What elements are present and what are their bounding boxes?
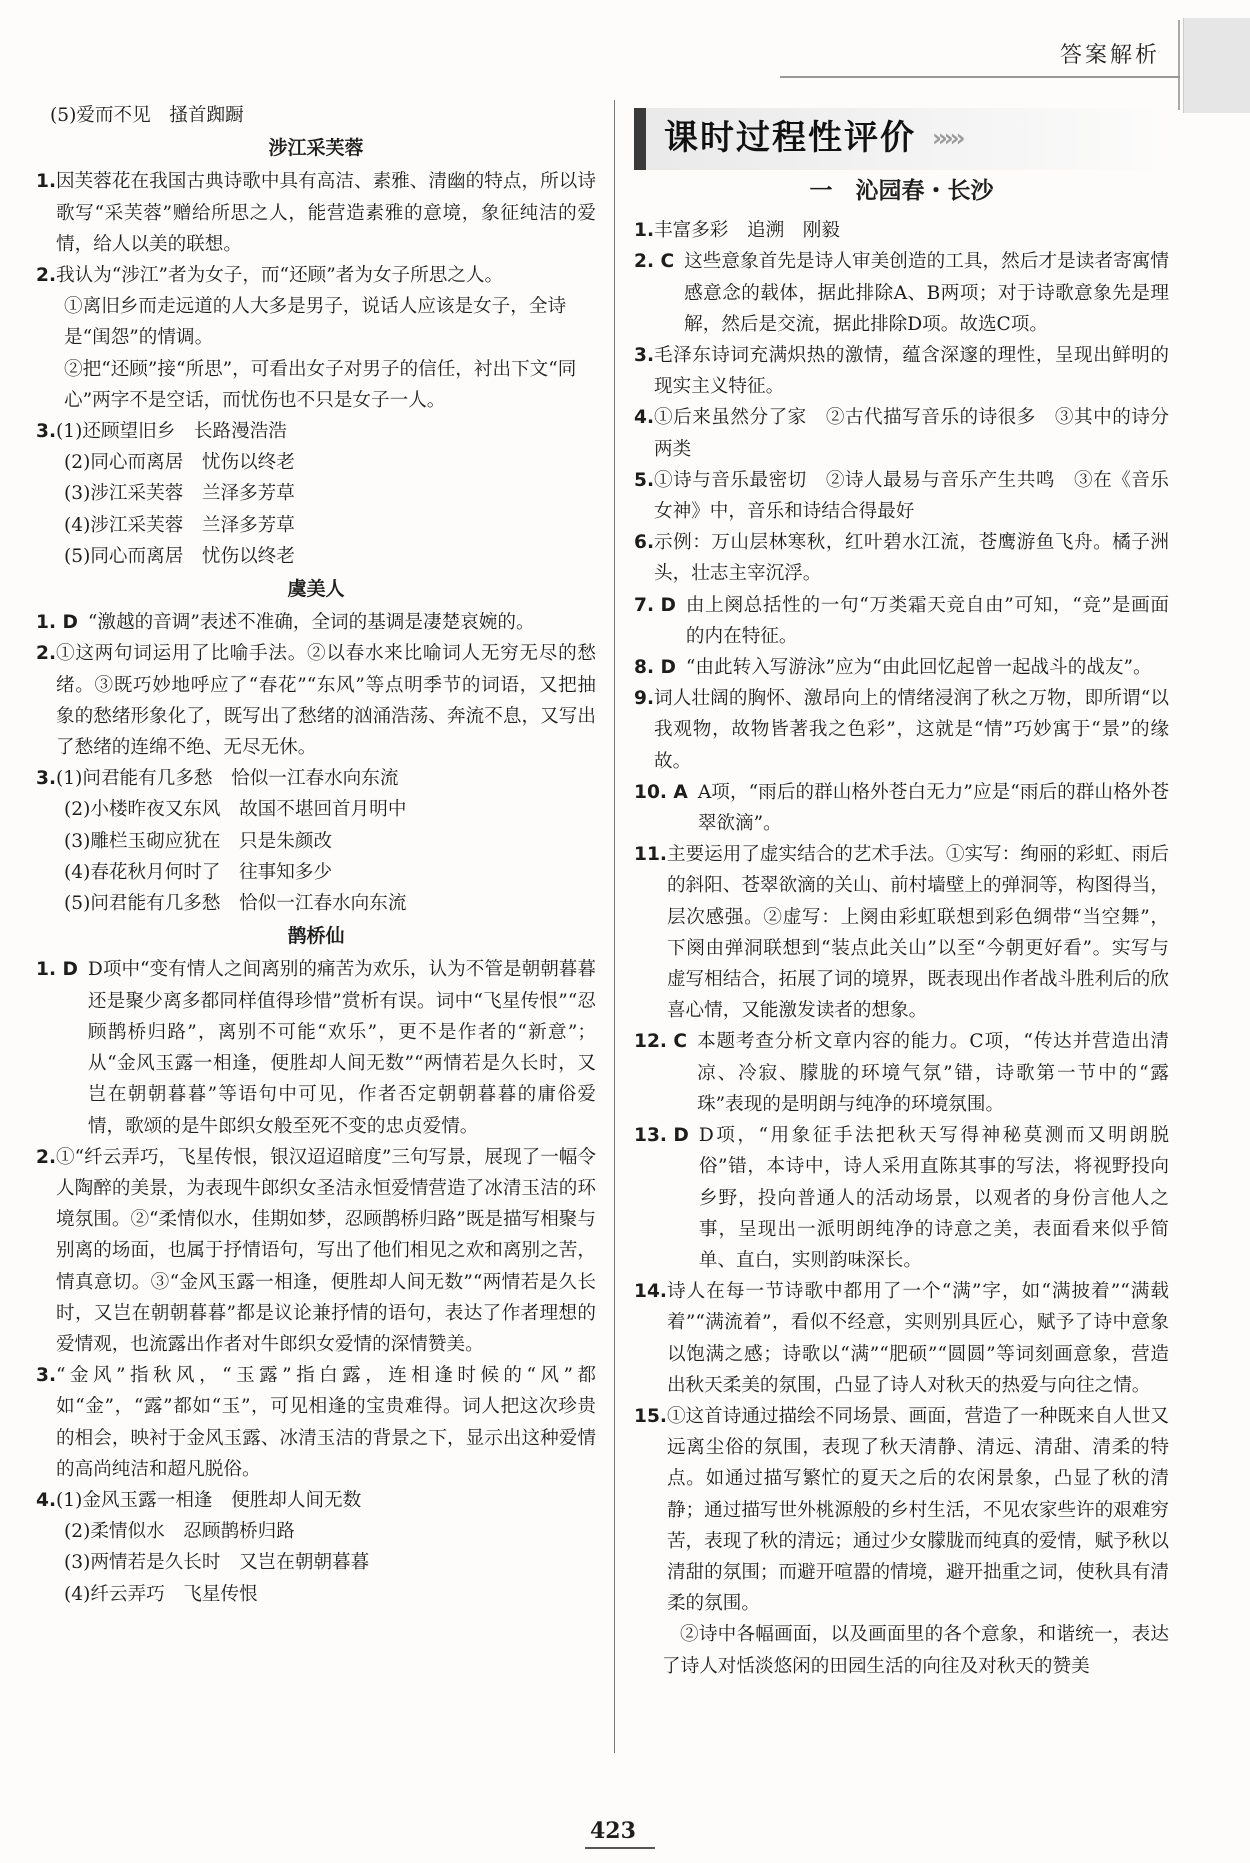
item-line: (4)涉江采芙蓉 兰泽多芳草 <box>64 514 295 536</box>
item-text: (1)金风玉露一相逢 便胜却人间无数 <box>56 1489 362 1511</box>
item-number: 3. <box>36 768 57 790</box>
answer-item <box>36 954 596 1141</box>
right-column <box>634 108 1169 1682</box>
header-divider <box>1178 20 1180 110</box>
item-text: ①这两句词运用了比喻手法。②以春水来比喻词人无穷无尽的愁绪。③既巧妙地呼应了“春花”“东风”等点明季节的词语，又把抽象的愁绪形象化了，既写出了愁绪的汹涌浩荡、奔流不息，又写出了愁绪的连绵不绝、无尽无休。 <box>56 643 596 759</box>
item-number: 3. <box>36 1365 57 1387</box>
item-number: 3. <box>36 421 57 443</box>
answer-item <box>634 402 1169 464</box>
page-number: 423 <box>590 1818 636 1844</box>
item-number: 2. <box>36 1146 57 1168</box>
item-line: (2)小楼昨夜又东风 故国不堪回首月明中 <box>64 799 407 821</box>
item-text: 由上阕总括性的一句“万类霜天竞自由”可知，“竞”是画面的内在特征。 <box>685 594 1169 647</box>
answer-item <box>36 416 596 447</box>
item-number: 14. <box>634 1281 667 1303</box>
item-text: D项中“变有情人之间离别的痛苦为欢乐，认为不管是朝朝暮暮还是聚少离多都同样值得珍惜”赏析有误。词中“飞星传恨”“忍顾鹊桥归路”，离别不可能“欢乐”，更不是作者的“新意”；从“金风玉露一相逢，便胜却人间无数”“两情若是久长时，又岂在朝朝暮暮”等语句中可见，作者否定朝朝暮暮的庸俗爱情，歌颂的是牛郎织女般至死不变的忠贞爱情。 <box>87 959 596 1137</box>
item-subpoint: ①离旧乡而走远道的人大多是男子，说话人应该是女子，全诗是“闺怨”的情调。 <box>64 296 567 349</box>
left-column <box>36 100 596 1610</box>
banner-bar <box>634 108 646 170</box>
answer-item <box>634 215 1169 246</box>
answer-item <box>634 340 1169 402</box>
item-text: ①这首诗通过描绘不同场景、画面，营造了一种既来自人世又远离尘俗的氛围，表现了秋天清静、清远、清甜、清柔的特点。如通过描写繁忙的夏天之后的农闲景象，凸显了秋的清静；通过描写世外桃源般的乡村生活，不见农家些许的艰难穷苦，表现了秋的清远；通过少女朦胧而纯真的爱情，赋予秋以清甜的氛围；而避开喧嚣的情境，避开拙重之词，使秋具有清柔的氛围。 <box>666 1405 1169 1615</box>
answer-item <box>634 839 1169 1026</box>
header-label: 答案解析 <box>1059 43 1160 68</box>
chevron-right-icon: ››››› <box>932 124 962 153</box>
item-line: (3)两情若是久长时 又岂在朝朝暮暮 <box>64 1552 370 1574</box>
item-text: ①“纤云弄巧，飞星传恨，银汉迢迢暗度”三句写景，展现了一幅令人陶醉的美景，为表现牛郎织女圣洁永恒爱情营造了冰清玉洁的环境氛围。②“柔情似水，佳期如梦，忍顾鹊桥归路”既是描写相聚与别离的场面，也属于抒情语句，写出了他们相见之欢和离别之苦，情真意切。③“金风玉露一相逢，便胜却人间无数”“两情若是久长时，又岂在朝朝暮暮”都是议论兼抒情的语句，表达了作者理想的爱情观，也流露出作者对牛郎织女爱情的深情赞美。 <box>56 1146 596 1355</box>
answer-item <box>36 638 596 763</box>
item-subpoint: ②把“还顾”接“所思”，可看出女子对男子的信任，衬出下文“同心”两字不是空话，而忧伤也不只是女子一人。 <box>64 358 577 411</box>
section-title: 涉江采芙蓉 <box>268 137 364 160</box>
answer-item <box>36 763 596 794</box>
item-number: 1. <box>36 171 57 193</box>
item-line: (5)问君能有几多愁 恰似一江春水向东流 <box>64 893 407 915</box>
item-number: 6. <box>634 532 655 554</box>
answer-item <box>36 1485 596 1516</box>
answer-item <box>634 246 1169 340</box>
item-text: “由此转入写游泳”应为“由此回忆起曾一起战斗的战友”。 <box>685 657 1152 679</box>
item-number: 4. <box>36 1489 57 1511</box>
answer-item <box>634 1120 1169 1276</box>
text-line: (5)爱而不见 搔首踟蹰 <box>50 105 244 126</box>
item-number: 10. A <box>634 781 688 803</box>
item-line: (4)纤云弄巧 飞星传恨 <box>64 1583 258 1605</box>
banner-title: 课时过程性评价 <box>664 118 916 159</box>
item-text: 诗人在每一节诗歌中都用了一个“满”字，如“满披着”“满载着”“满流着”，看似不经意，实则别具匠心，赋予了诗中意象以饱满之感；诗歌以“满”“肥硕”“圆圆”等词刻画意象，营造出秋天柔美的氛围，凸显了诗人对秋天的热爱与向往之情。 <box>666 1281 1169 1396</box>
answer-item <box>36 1360 596 1485</box>
item-line: (2)同心而离居 忧伤以终老 <box>64 452 295 474</box>
item-line: (3)涉江采芙蓉 兰泽多芳草 <box>64 483 295 505</box>
page-number-rule <box>585 1847 655 1849</box>
answer-item <box>634 1401 1169 1619</box>
item-number: 9. <box>634 688 655 710</box>
answer-item <box>634 590 1169 652</box>
item-number: 7. D <box>634 594 676 616</box>
item-line: (3)雕栏玉砌应犹在 只是朱颜改 <box>64 830 333 852</box>
item-number: 3. <box>634 345 655 367</box>
header-rule <box>780 76 1180 78</box>
item-line: (4)春花秋月何时了 往事知多少 <box>64 861 333 883</box>
page-header <box>950 0 1250 110</box>
item-text: 我认为“涉江”者为女子，而“还顾”者为女子所思之人。 <box>56 265 504 287</box>
item-line: (5)同心而离居 忧伤以终老 <box>64 545 295 567</box>
item-number: 2. C <box>634 251 675 273</box>
answer-item <box>36 166 596 260</box>
answer-item <box>634 527 1169 589</box>
section-title: 虞美人 <box>287 578 345 601</box>
item-number: 1. D <box>36 959 78 981</box>
item-text: 这些意象首先是诗人审美创造的工具，然后才是读者寄寓情感意念的载体，据此排除A、B两项；对于诗歌意象先是理解，然后是交流，据此排除D项。故选C项。 <box>684 251 1169 335</box>
item-line: (2)柔情似水 忍顾鹊桥归路 <box>64 1521 295 1543</box>
item-number: 5. <box>634 469 655 491</box>
item-text: “激越的音调”表述不准确，全词的基调是凄楚哀婉的。 <box>87 612 535 634</box>
item-text: 示例：万山层林寒秋，红叶碧水江流，苍鹰游鱼飞舟。橘子洲头，壮志主宰沉浮。 <box>654 532 1169 585</box>
answer-item <box>634 1276 1169 1401</box>
item-text: A项，“雨后的群山格外苍白无力”应是“雨后的群山格外苍翠欲滴”。 <box>697 781 1169 835</box>
answer-item <box>634 777 1169 839</box>
item-number: 15. <box>634 1405 667 1427</box>
item-text: (1)问君能有几多愁 恰似一江春水向东流 <box>56 768 399 790</box>
item-number: 1. D <box>36 612 78 634</box>
item-text: ①诗与音乐最密切 ②诗人最易与音乐产生共鸣 ③在《音乐女神》中，音乐和诗结合得最好 <box>654 469 1169 523</box>
header-tab <box>1183 18 1250 113</box>
item-text: “金风”指秋风，“玉露”指白露，连相逢时候的“风”都如“金”，“露”都如“玉”，可见相逢的宝贵难得。词人把这次珍贵的相会，映衬于金风玉露、冰清玉洁的背景之下，显示出这种爱情的高尚纯洁和超凡脱俗。 <box>56 1365 596 1480</box>
answer-item <box>634 652 1169 683</box>
item-text: 毛泽东诗词充满炽热的激情，蕴含深邃的理性，呈现出鲜明的现实主义特征。 <box>654 345 1169 398</box>
item-text: 因芙蓉花在我国古典诗歌中具有高洁、素雅、清幽的特点，所以诗歌写“采芙蓉”赠给所思之人，能营造素雅的意境，象征纯洁的爱情，给人以美的联想。 <box>56 171 596 255</box>
section-title: 鹊桥仙 <box>287 925 345 948</box>
item-subpoint: ②诗中各幅画面，以及画面里的各个意象，和谐统一，表达了诗人对恬淡悠闲的田园生活的向往及对秋天的赞美 <box>662 1624 1169 1677</box>
item-text: 词人壮阔的胸怀、激昂向上的情绪浸润了秋之万物，即所谓“以我观物，故物皆著我之色彩”，这就是“情”巧妙寓于“景”的缘故。 <box>654 688 1169 772</box>
answer-item <box>36 260 596 291</box>
item-text: ①后来虽然分了家 ②古代描写音乐的诗很多 ③其中的诗分两类 <box>654 407 1169 460</box>
item-number: 12. C <box>634 1031 688 1053</box>
answer-item <box>36 607 596 638</box>
column-divider <box>614 100 615 1753</box>
item-number: 2. <box>36 265 57 287</box>
section-banner <box>634 108 1169 170</box>
item-number: 2. <box>36 643 57 665</box>
item-number: 8. D <box>634 657 676 679</box>
item-number: 1. <box>634 220 655 242</box>
answer-item <box>634 465 1169 527</box>
item-text: 丰富多彩 追溯 刚毅 <box>654 220 840 242</box>
item-text: 本题考查分析文章内容的能力。C项，“传达并营造出清凉、冷寂、朦胧的环境气氛”错，诗歌第一节中的“露珠”表现的是明朗与纯净的环境氛围。 <box>697 1031 1169 1115</box>
item-number: 13. D <box>634 1125 689 1147</box>
item-text: (1)还顾望旧乡 长路漫浩浩 <box>56 421 287 443</box>
item-text: 主要运用了虚实结合的艺术手法。①实写：绚丽的彩虹、雨后的斜阳、苍翠欲滴的关山、前村墙壁上的弹洞等，构图得当，层次感强。②虚写：上阕由彩虹联想到彩色绸带“当空舞”，下阕由弹洞联想到“装点此关山”以至“今朝更好看”。实写与虚写相结合，拓展了词的境界，既表现出作者战斗胜利后的欣喜心情，又能激发读者的想象。 <box>666 844 1169 1022</box>
chapter-title: 一 沁园春・长沙 <box>809 178 994 204</box>
item-number: 4. <box>634 407 655 429</box>
item-number: 11. <box>634 844 667 866</box>
item-text: D项，“用象征手法把秋天写得神秘莫测而又明朗脱俗”错，本诗中，诗人采用直陈其事的写法，将视野投向乡野，投向普通人的活动场景，以观者的身份言他人之事，呈现出一派明朗纯净的诗意之美，表面看来似乎简单、直白，实则韵味深长。 <box>698 1125 1169 1271</box>
answer-item <box>634 683 1169 777</box>
answer-item <box>634 1026 1169 1120</box>
answer-item <box>36 1142 596 1360</box>
